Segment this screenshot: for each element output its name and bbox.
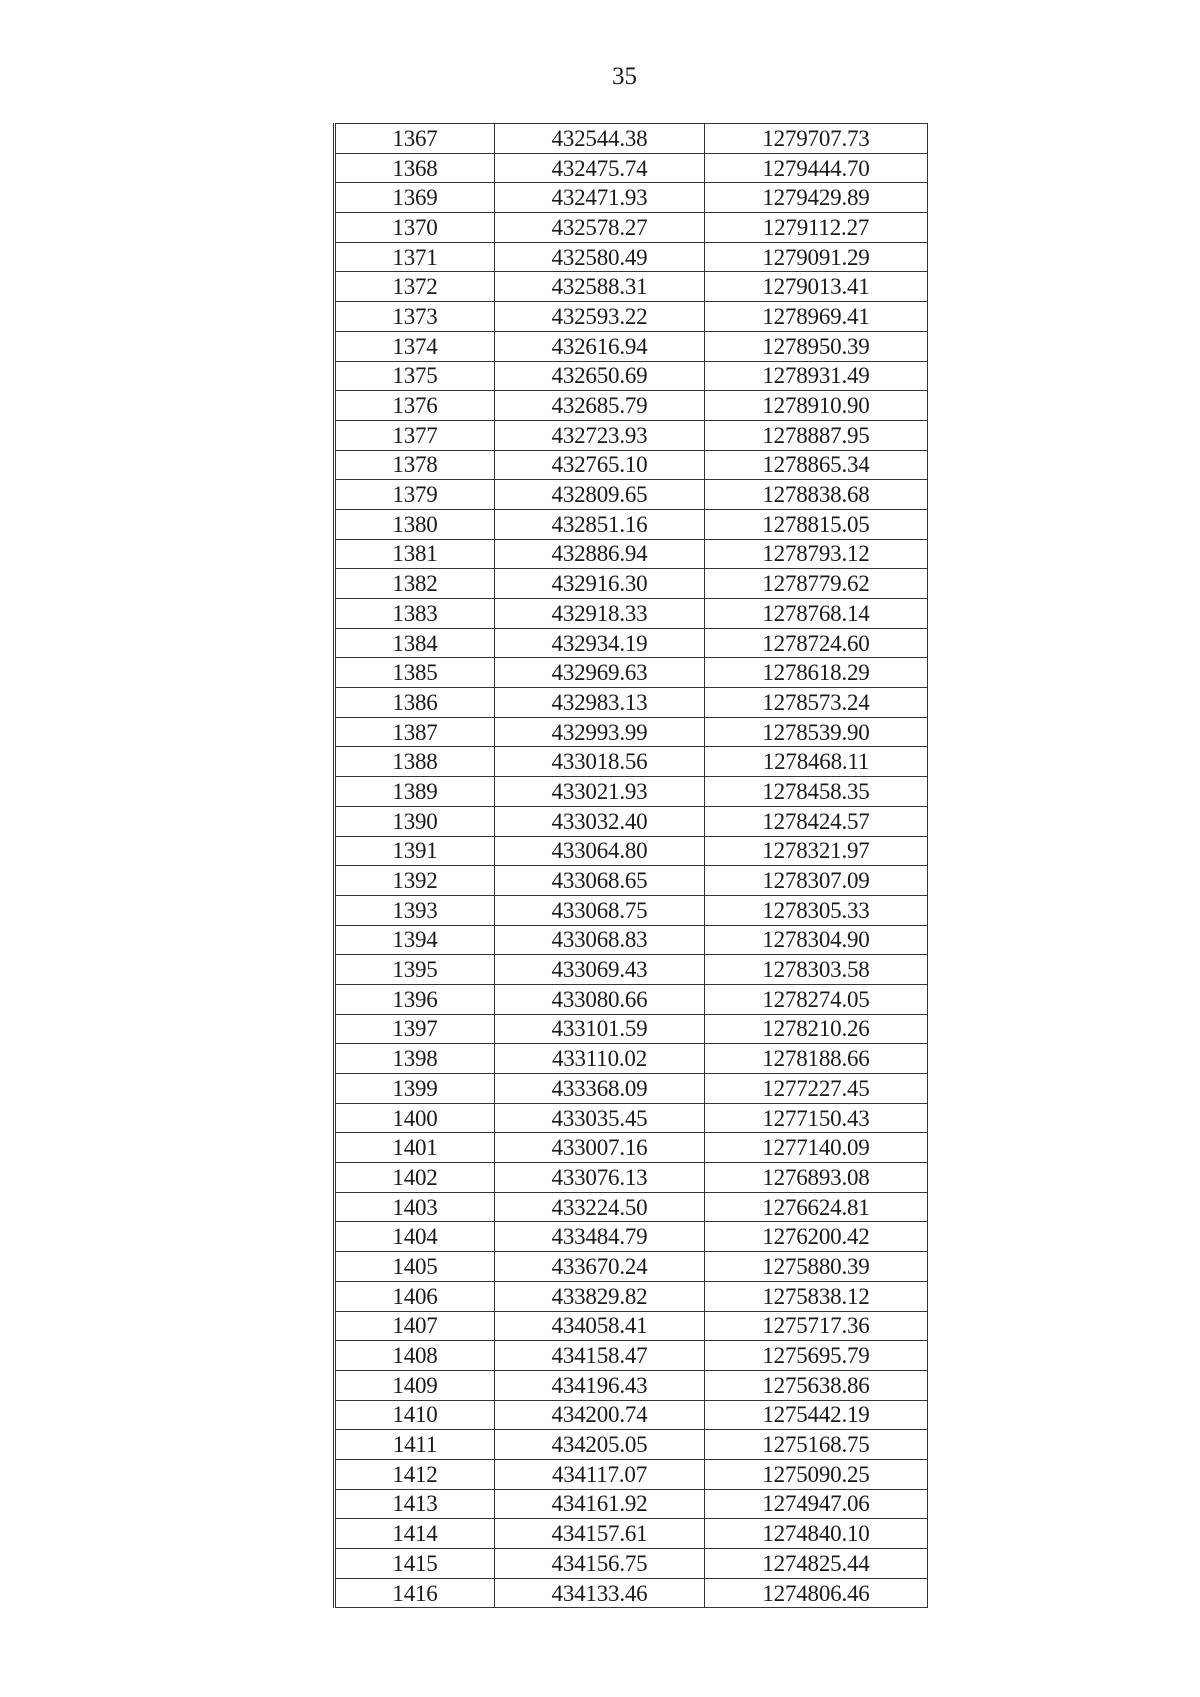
x-coordinate-cell: 433007.16	[495, 1133, 705, 1163]
table-row	[335, 361, 928, 391]
table-row	[335, 1311, 928, 1341]
y-coordinate-cell: 1275168.75	[705, 1430, 928, 1460]
point-number-cell: 1376	[335, 391, 495, 421]
point-number-cell: 1395	[335, 955, 495, 985]
x-coordinate-cell: 433110.02	[495, 1044, 705, 1074]
point-number-cell: 1400	[335, 1103, 495, 1133]
table-row	[335, 1044, 928, 1074]
point-number-cell: 1410	[335, 1400, 495, 1430]
table-row	[335, 866, 928, 896]
table-row	[335, 1222, 928, 1252]
x-coordinate-cell: 434133.46	[495, 1578, 705, 1608]
x-coordinate-cell: 434157.61	[495, 1519, 705, 1549]
table-row	[335, 955, 928, 985]
table-body	[335, 124, 928, 1608]
point-number-cell: 1398	[335, 1044, 495, 1074]
x-coordinate-cell: 432765.10	[495, 450, 705, 480]
table-row	[335, 1103, 928, 1133]
y-coordinate-cell: 1278618.29	[705, 658, 928, 688]
x-coordinate-cell: 432544.38	[495, 124, 705, 154]
table-row	[335, 806, 928, 836]
table-row	[335, 183, 928, 213]
point-number-cell: 1386	[335, 688, 495, 718]
point-number-cell: 1377	[335, 420, 495, 450]
point-number-cell: 1378	[335, 450, 495, 480]
x-coordinate-cell: 433670.24	[495, 1252, 705, 1282]
y-coordinate-cell: 1276893.08	[705, 1163, 928, 1193]
x-coordinate-cell: 433032.40	[495, 806, 705, 836]
x-coordinate-cell: 432471.93	[495, 183, 705, 213]
y-coordinate-cell: 1276200.42	[705, 1222, 928, 1252]
y-coordinate-cell: 1275695.79	[705, 1341, 928, 1371]
x-coordinate-cell: 433068.83	[495, 925, 705, 955]
y-coordinate-cell: 1277150.43	[705, 1103, 928, 1133]
table-row	[335, 658, 928, 688]
y-coordinate-cell: 1278815.05	[705, 509, 928, 539]
table-row	[335, 1519, 928, 1549]
point-number-cell: 1404	[335, 1222, 495, 1252]
point-number-cell: 1412	[335, 1459, 495, 1489]
x-coordinate-cell: 432685.79	[495, 391, 705, 421]
page-number: 35	[612, 63, 637, 90]
y-coordinate-cell: 1278887.95	[705, 420, 928, 450]
table-row	[335, 1281, 928, 1311]
point-number-cell: 1405	[335, 1252, 495, 1282]
table-row	[335, 1489, 928, 1519]
x-coordinate-cell: 432851.16	[495, 509, 705, 539]
y-coordinate-cell: 1278779.62	[705, 569, 928, 599]
point-number-cell: 1384	[335, 628, 495, 658]
x-coordinate-cell: 432934.19	[495, 628, 705, 658]
y-coordinate-cell: 1274825.44	[705, 1549, 928, 1579]
x-coordinate-cell: 434158.47	[495, 1341, 705, 1371]
table-row	[335, 213, 928, 243]
point-number-cell: 1397	[335, 1014, 495, 1044]
x-coordinate-cell: 434205.05	[495, 1430, 705, 1460]
point-number-cell: 1391	[335, 836, 495, 866]
point-number-cell: 1387	[335, 717, 495, 747]
table-row	[335, 1074, 928, 1104]
x-coordinate-cell: 433368.09	[495, 1074, 705, 1104]
y-coordinate-cell: 1277227.45	[705, 1074, 928, 1104]
point-number-cell: 1381	[335, 539, 495, 569]
point-number-cell: 1390	[335, 806, 495, 836]
x-coordinate-cell: 432809.65	[495, 480, 705, 510]
y-coordinate-cell: 1278188.66	[705, 1044, 928, 1074]
point-number-cell: 1416	[335, 1578, 495, 1608]
y-coordinate-cell: 1276624.81	[705, 1192, 928, 1222]
point-number-cell: 1385	[335, 658, 495, 688]
x-coordinate-cell: 433068.75	[495, 895, 705, 925]
table-row	[335, 153, 928, 183]
x-coordinate-cell: 434058.41	[495, 1311, 705, 1341]
point-number-cell: 1379	[335, 480, 495, 510]
x-coordinate-cell: 432983.13	[495, 688, 705, 718]
point-number-cell: 1401	[335, 1133, 495, 1163]
x-coordinate-cell: 432578.27	[495, 213, 705, 243]
y-coordinate-cell: 1274806.46	[705, 1578, 928, 1608]
point-number-cell: 1380	[335, 509, 495, 539]
point-number-cell: 1382	[335, 569, 495, 599]
x-coordinate-cell: 433064.80	[495, 836, 705, 866]
point-number-cell: 1411	[335, 1430, 495, 1460]
x-coordinate-cell: 433224.50	[495, 1192, 705, 1222]
y-coordinate-cell: 1275442.19	[705, 1400, 928, 1430]
table-row	[335, 1252, 928, 1282]
x-coordinate-cell: 433035.45	[495, 1103, 705, 1133]
point-number-cell: 1392	[335, 866, 495, 896]
point-number-cell: 1393	[335, 895, 495, 925]
table-row	[335, 717, 928, 747]
x-coordinate-cell: 432993.99	[495, 717, 705, 747]
y-coordinate-cell: 1279444.70	[705, 153, 928, 183]
table-row	[335, 777, 928, 807]
point-number-cell: 1415	[335, 1549, 495, 1579]
point-number-cell: 1399	[335, 1074, 495, 1104]
point-number-cell: 1373	[335, 302, 495, 332]
x-coordinate-cell: 432916.30	[495, 569, 705, 599]
point-number-cell: 1408	[335, 1341, 495, 1371]
point-number-cell: 1413	[335, 1489, 495, 1519]
x-coordinate-cell: 432723.93	[495, 420, 705, 450]
y-coordinate-cell: 1278969.41	[705, 302, 928, 332]
point-number-cell: 1369	[335, 183, 495, 213]
y-coordinate-cell: 1278724.60	[705, 628, 928, 658]
y-coordinate-cell: 1275638.86	[705, 1370, 928, 1400]
table-row	[335, 984, 928, 1014]
table-row	[335, 331, 928, 361]
x-coordinate-cell: 434200.74	[495, 1400, 705, 1430]
y-coordinate-cell: 1278865.34	[705, 450, 928, 480]
x-coordinate-cell: 432616.94	[495, 331, 705, 361]
y-coordinate-cell: 1278768.14	[705, 599, 928, 629]
y-coordinate-cell: 1278304.90	[705, 925, 928, 955]
y-coordinate-cell: 1275717.36	[705, 1311, 928, 1341]
y-coordinate-cell: 1279429.89	[705, 183, 928, 213]
table-row	[335, 895, 928, 925]
table-row	[335, 836, 928, 866]
point-number-cell: 1370	[335, 213, 495, 243]
coordinates-table	[333, 123, 928, 1608]
table-row	[335, 272, 928, 302]
table-row	[335, 302, 928, 332]
y-coordinate-cell: 1278458.35	[705, 777, 928, 807]
point-number-cell: 1394	[335, 925, 495, 955]
table-row	[335, 450, 928, 480]
table-row	[335, 628, 928, 658]
x-coordinate-cell: 432588.31	[495, 272, 705, 302]
point-number-cell: 1367	[335, 124, 495, 154]
y-coordinate-cell: 1275090.25	[705, 1459, 928, 1489]
point-number-cell: 1375	[335, 361, 495, 391]
x-coordinate-cell: 433018.56	[495, 747, 705, 777]
table-row	[335, 1014, 928, 1044]
table-row	[335, 1370, 928, 1400]
y-coordinate-cell: 1279707.73	[705, 124, 928, 154]
point-number-cell: 1396	[335, 984, 495, 1014]
y-coordinate-cell: 1278303.58	[705, 955, 928, 985]
y-coordinate-cell: 1278305.33	[705, 895, 928, 925]
y-coordinate-cell: 1279112.27	[705, 213, 928, 243]
point-number-cell: 1383	[335, 599, 495, 629]
y-coordinate-cell: 1278210.26	[705, 1014, 928, 1044]
table-row	[335, 1133, 928, 1163]
y-coordinate-cell: 1278307.09	[705, 866, 928, 896]
table-row	[335, 242, 928, 272]
table-row	[335, 539, 928, 569]
x-coordinate-cell: 432475.74	[495, 153, 705, 183]
table-row	[335, 925, 928, 955]
y-coordinate-cell: 1278793.12	[705, 539, 928, 569]
y-coordinate-cell: 1274840.10	[705, 1519, 928, 1549]
point-number-cell: 1371	[335, 242, 495, 272]
y-coordinate-cell: 1278573.24	[705, 688, 928, 718]
y-coordinate-cell: 1277140.09	[705, 1133, 928, 1163]
y-coordinate-cell: 1275880.39	[705, 1252, 928, 1282]
table-row	[335, 1400, 928, 1430]
y-coordinate-cell: 1278321.97	[705, 836, 928, 866]
y-coordinate-cell: 1278274.05	[705, 984, 928, 1014]
x-coordinate-cell: 432593.22	[495, 302, 705, 332]
table-row	[335, 599, 928, 629]
point-number-cell: 1368	[335, 153, 495, 183]
table-row	[335, 1341, 928, 1371]
point-number-cell: 1407	[335, 1311, 495, 1341]
table-row	[335, 1578, 928, 1608]
x-coordinate-cell: 433076.13	[495, 1163, 705, 1193]
point-number-cell: 1406	[335, 1281, 495, 1311]
x-coordinate-cell: 433068.65	[495, 866, 705, 896]
y-coordinate-cell: 1279013.41	[705, 272, 928, 302]
point-number-cell: 1388	[335, 747, 495, 777]
y-coordinate-cell: 1274947.06	[705, 1489, 928, 1519]
point-number-cell: 1409	[335, 1370, 495, 1400]
table-row	[335, 420, 928, 450]
x-coordinate-cell: 432650.69	[495, 361, 705, 391]
x-coordinate-cell: 434156.75	[495, 1549, 705, 1579]
table-row	[335, 1192, 928, 1222]
x-coordinate-cell: 433829.82	[495, 1281, 705, 1311]
y-coordinate-cell: 1278468.11	[705, 747, 928, 777]
point-number-cell: 1414	[335, 1519, 495, 1549]
x-coordinate-cell: 432918.33	[495, 599, 705, 629]
point-number-cell: 1403	[335, 1192, 495, 1222]
x-coordinate-cell: 433080.66	[495, 984, 705, 1014]
table-row	[335, 688, 928, 718]
y-coordinate-cell: 1275838.12	[705, 1281, 928, 1311]
x-coordinate-cell: 433101.59	[495, 1014, 705, 1044]
x-coordinate-cell: 433021.93	[495, 777, 705, 807]
table-row	[335, 480, 928, 510]
table-row	[335, 391, 928, 421]
y-coordinate-cell: 1278424.57	[705, 806, 928, 836]
table-row	[335, 509, 928, 539]
x-coordinate-cell: 432969.63	[495, 658, 705, 688]
table-row	[335, 1430, 928, 1460]
y-coordinate-cell: 1278838.68	[705, 480, 928, 510]
table-row	[335, 124, 928, 154]
y-coordinate-cell: 1279091.29	[705, 242, 928, 272]
point-number-cell: 1402	[335, 1163, 495, 1193]
point-number-cell: 1372	[335, 272, 495, 302]
y-coordinate-cell: 1278950.39	[705, 331, 928, 361]
table-row	[335, 1163, 928, 1193]
y-coordinate-cell: 1278539.90	[705, 717, 928, 747]
x-coordinate-cell: 432580.49	[495, 242, 705, 272]
y-coordinate-cell: 1278931.49	[705, 361, 928, 391]
y-coordinate-cell: 1278910.90	[705, 391, 928, 421]
table-row	[335, 569, 928, 599]
x-coordinate-cell: 434117.07	[495, 1459, 705, 1489]
x-coordinate-cell: 433069.43	[495, 955, 705, 985]
table-row	[335, 1459, 928, 1489]
table-row	[335, 747, 928, 777]
point-number-cell: 1389	[335, 777, 495, 807]
x-coordinate-cell: 434161.92	[495, 1489, 705, 1519]
x-coordinate-cell: 432886.94	[495, 539, 705, 569]
x-coordinate-cell: 434196.43	[495, 1370, 705, 1400]
point-number-cell: 1374	[335, 331, 495, 361]
x-coordinate-cell: 433484.79	[495, 1222, 705, 1252]
table-row	[335, 1549, 928, 1579]
